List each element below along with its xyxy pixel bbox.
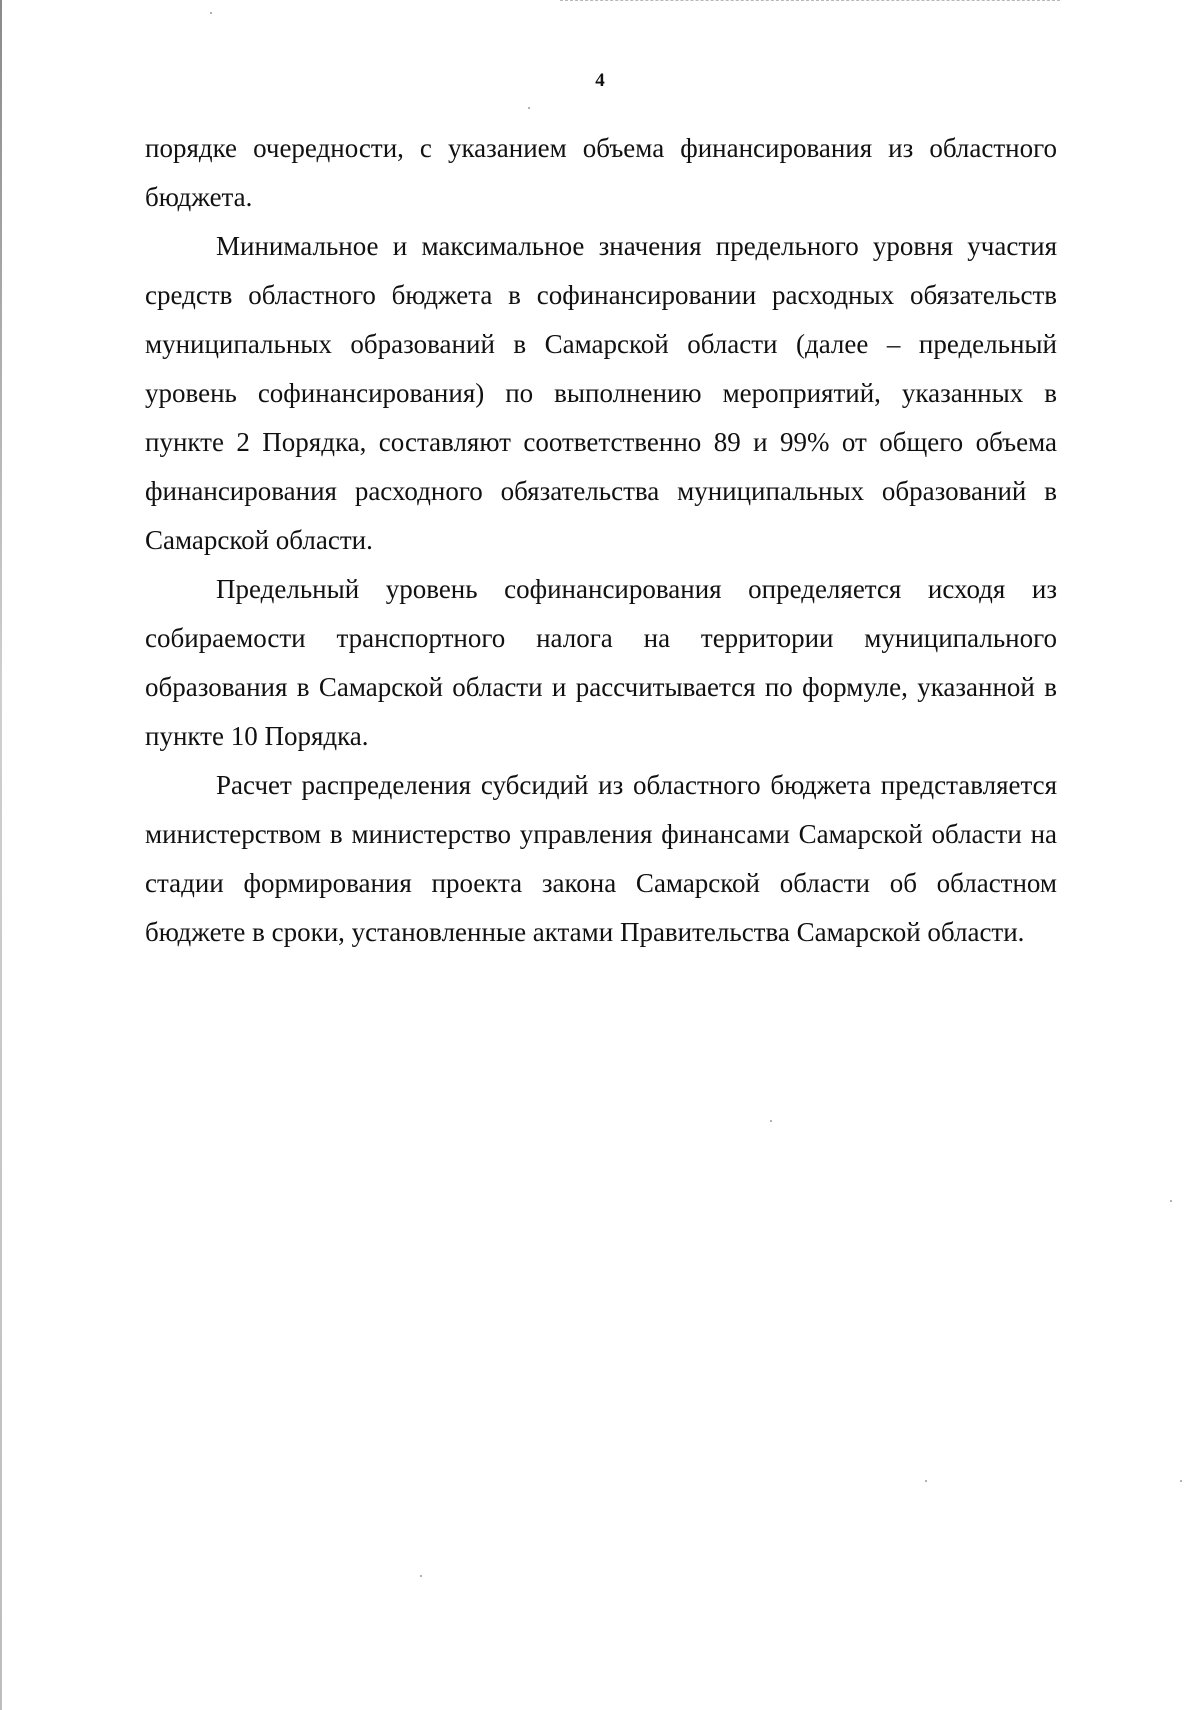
scan-edge-top <box>560 0 1060 3</box>
scan-speck <box>925 1480 927 1482</box>
paragraph-subsidy-distribution: Расчет распределения субсидий из областного бюджета представляется министерством в министерство управления финансами Самарской области на стадии формирования проекта закона Самарской области об областном бюджете в сроки, установленные актами Правительства Самарской области. <box>145 770 1057 947</box>
scan-speck <box>1170 1200 1172 1202</box>
page-number: 4 <box>595 70 605 91</box>
paragraph-cofinancing-level: Предельный уровень софинансирования определяется исходя из собираемости транспортного налога на территории муниципального образования в Самарской области и рассчитывается по формуле, указанной в пункте 10 Порядка. <box>145 574 1057 751</box>
scan-speck <box>770 1120 772 1122</box>
scan-speck <box>1180 1480 1182 1482</box>
paragraph-cofinancing-limits: Минимальное и максимальное значения предельного уровня участия средств областного бюджета в софинансировании расходных обязательств муниципальных образований в Самарской области (далее – предельный уровень софинансирования) по выполнению мероприятий, указанных в пункте 2 Порядка, составляют соответственно 89 и 99% от общего объема финансирования расходного обязательства муниципальных образований в Самарской области. <box>145 231 1057 555</box>
scan-speck <box>210 12 212 14</box>
scan-speck <box>420 1575 422 1577</box>
document-body <box>145 124 1057 957</box>
scan-speck <box>528 107 530 109</box>
paragraph-continuation: порядке очередности, с указанием объема финансирования из областного бюджета. <box>145 133 1057 212</box>
scan-edge-left <box>0 0 2 1710</box>
